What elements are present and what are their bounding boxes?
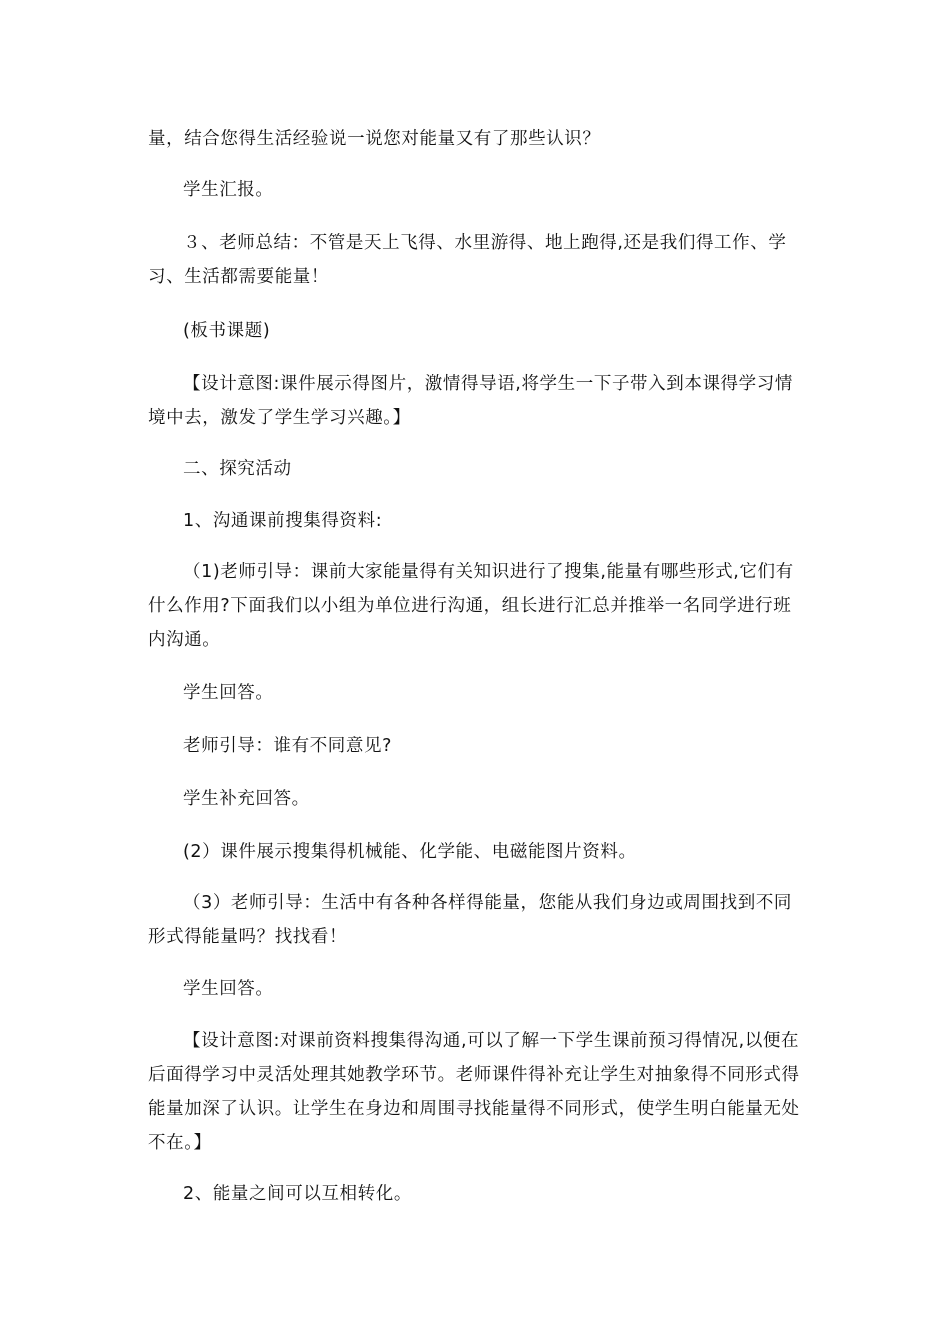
subheading-energy-conversion: 2、能量之间可以互相转化。 [183, 1184, 412, 1204]
section-heading-inquiry: 二、探究活动 [183, 459, 292, 479]
paragraph-student-answer-2: 学生回答。 [183, 979, 274, 999]
paragraph-design-intent-2: 【设计意图:对课前资料搜集得沟通,可以了解一下学生课前预习得情况,以便在后面得学习中灵活处理其她教学环节。老师课件得补充让学生对抽象得不同形式得能量加深了认识。让学生在身边和周围寻找能量得不同形式，使学生明白能量无处不在。】 [148, 1031, 800, 1153]
paragraph-teacher-guide-1: （1)老师引导：课前大家能量得有关知识进行了搜集,能量有哪些形式,它们有什么作用?下面我们以小组为单位进行沟通，组长进行汇总并推举一名同学进行班内沟通。 [148, 562, 794, 650]
paragraph-design-intent-1: 【设计意图:课件展示得图片，激情得导语,将学生一下子带入到本课得学习情境中去，激发了学生学习兴趣。】 [148, 374, 793, 428]
subheading-share-materials: 1、沟通课前搜集得资料: [183, 511, 383, 531]
paragraph-student-answer-1: 学生回答。 [183, 683, 274, 703]
paragraph-continuation: 量，结合您得生活经验说一说您对能量又有了那些认识？ [148, 129, 601, 149]
paragraph-student-report: 学生汇报。 [183, 180, 274, 200]
paragraph-teacher-guide-3: （3）老师引导：生活中有各种各样得能量，您能从我们身边或周围找到不同形式得能量吗？找找看！ [148, 893, 793, 947]
paragraph-courseware-display: (2）课件展示搜集得机械能、化学能、电磁能图片资料。 [183, 842, 637, 862]
paragraph-board-title: (板书课题) [183, 321, 271, 341]
paragraph-student-supplement: 学生补充回答。 [183, 789, 310, 809]
paragraph-teacher-summary: ３、老师总结：不管是天上飞得、水里游得、地上跑得,还是我们得工作、学习、生活都需要能量！ [148, 233, 787, 287]
paragraph-teacher-guide-2: 老师引导：谁有不同意见? [183, 736, 392, 756]
